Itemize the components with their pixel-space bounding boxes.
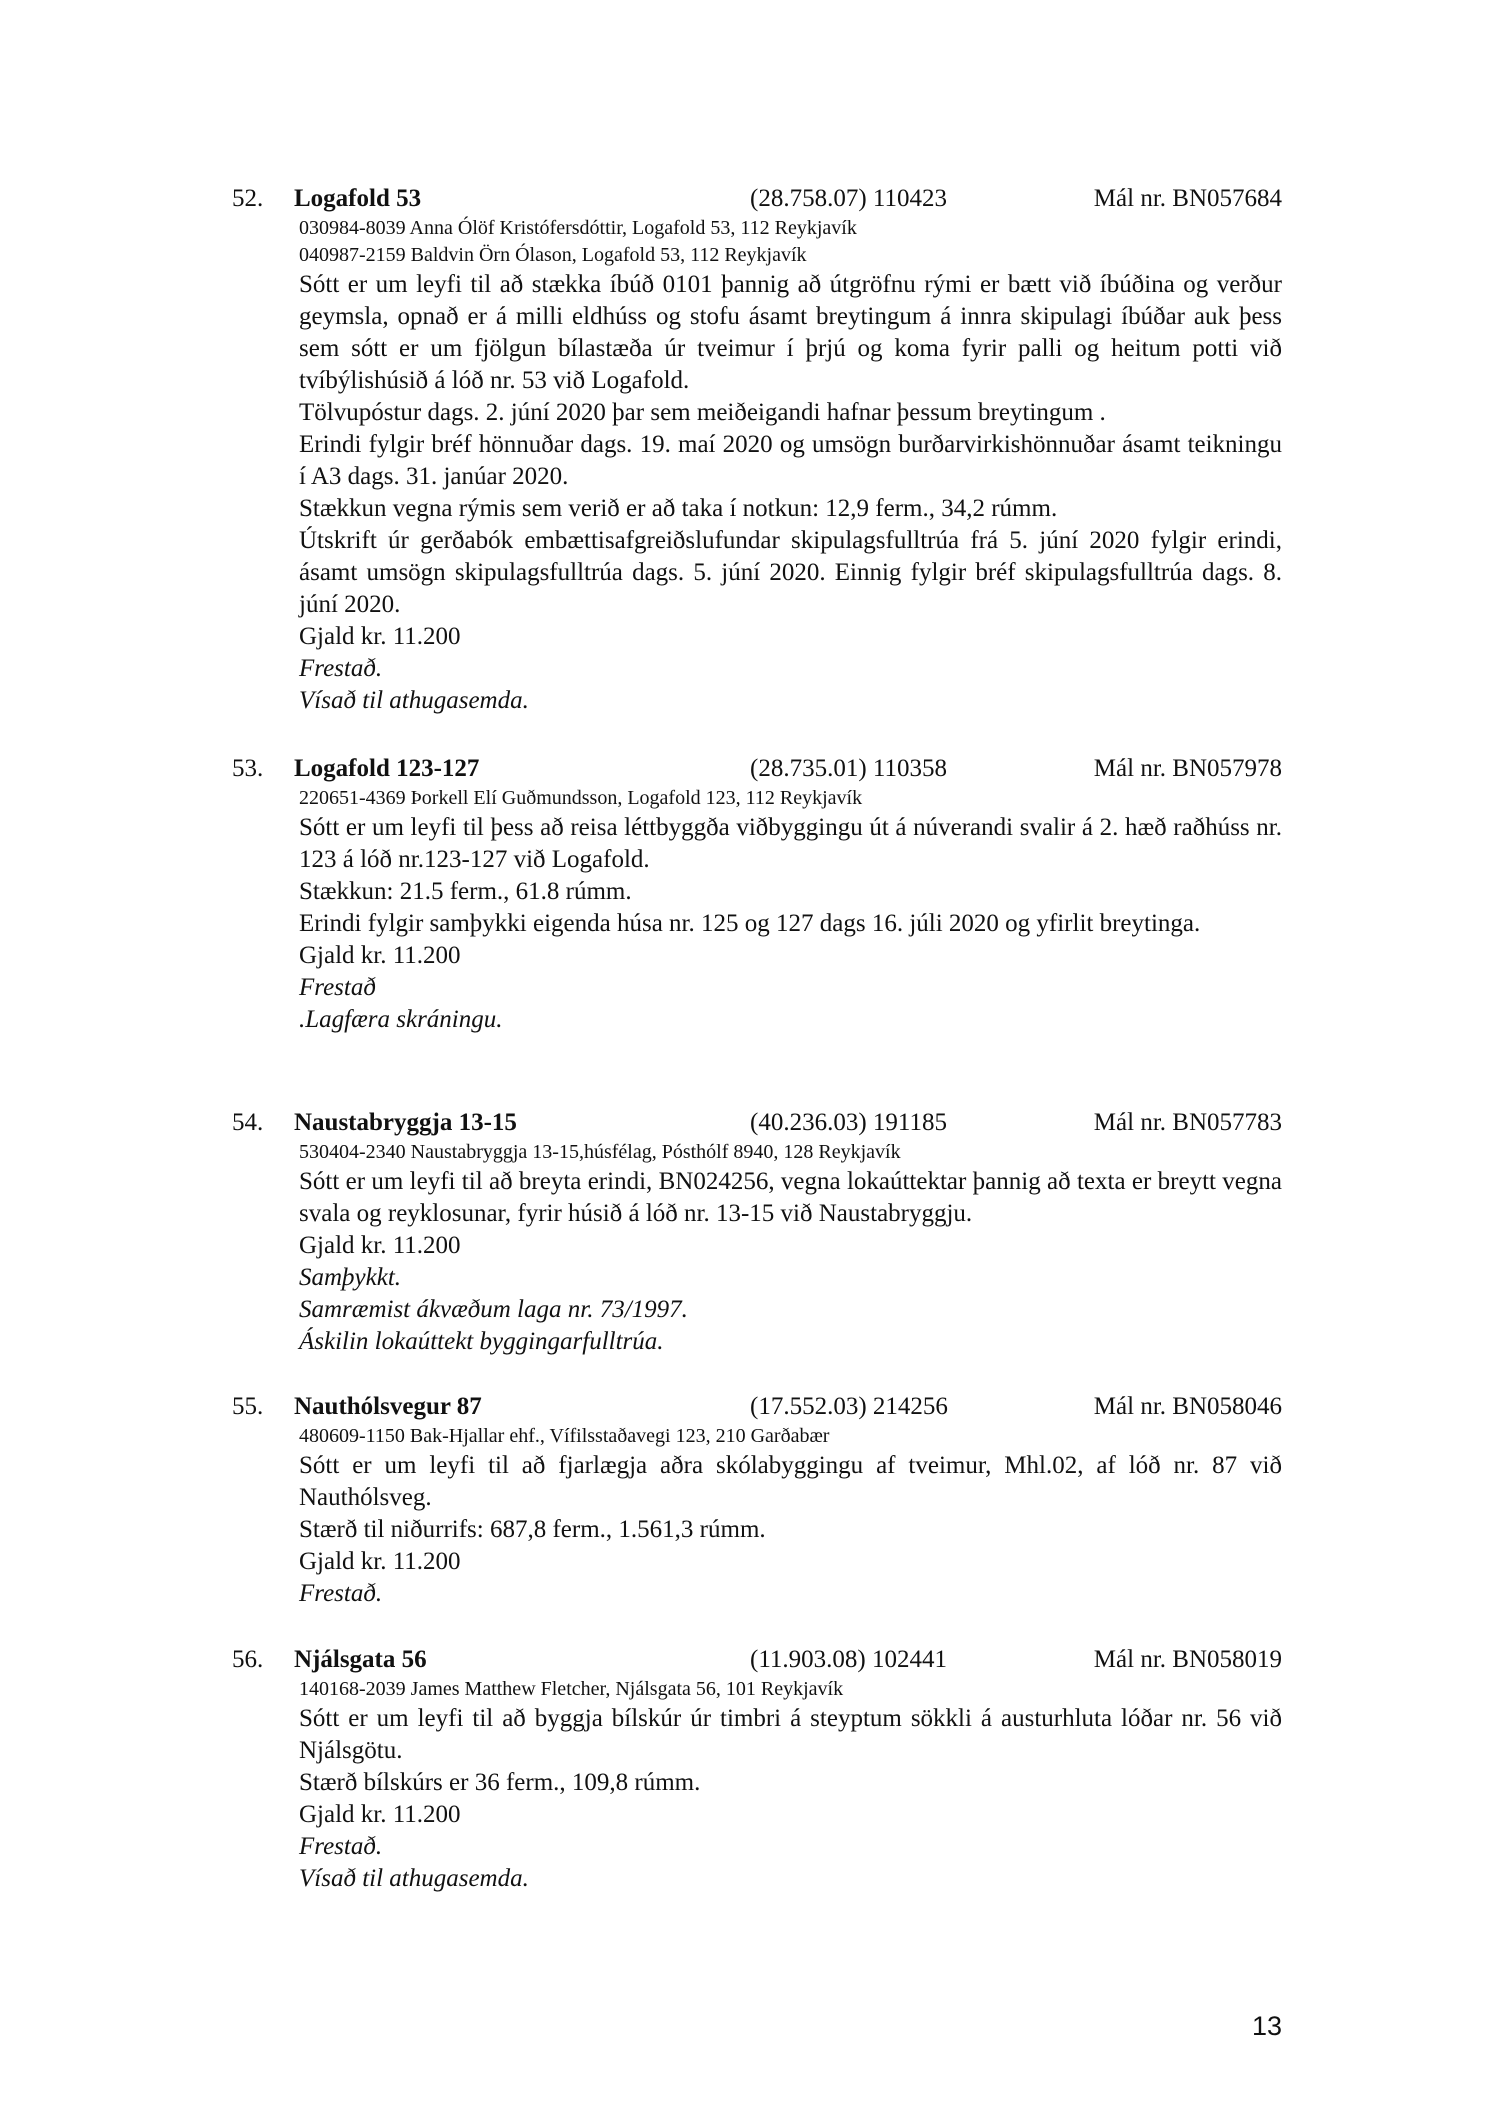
applicant-line: 140168-2039 James Matthew Fletcher, Njálsgata 56, 101 Reykjavík <box>299 1678 844 1700</box>
entry-case-number: Mál nr. BN058019 <box>1093 1646 1282 1673</box>
entry-plot-id: (28.735.01) 110358 <box>750 755 947 782</box>
attachment-note: Erindi fylgir samþykki eigenda húsa nr. 125 og 127 dags 16. júli 2020 og yfirlit breytinga. <box>299 910 1201 937</box>
entry-address: Logafold 123-127 <box>294 755 480 782</box>
applicant-line: 530404-2340 Naustabryggja 13-15,húsfélag, Pósthólf 8940, 128 Reykjavík <box>299 1141 901 1163</box>
entry-case-number: Mál nr. BN057978 <box>1093 755 1282 782</box>
decision-line: Frestað. <box>299 1580 383 1607</box>
applicant-line: 480609-1150 Bak-Hjallar ehf., Vífilsstaðavegi 123, 210 Garðabær <box>299 1425 830 1447</box>
entry-number: 55. <box>232 1393 264 1420</box>
decision-line: Vísað til athugasemda. <box>299 687 529 714</box>
entry-address: Njálsgata 56 <box>294 1646 427 1673</box>
entry-case-number: Mál nr. BN058046 <box>1093 1393 1282 1420</box>
entry-plot-id: (40.236.03) 191185 <box>750 1109 947 1136</box>
entry-address: Logafold 53 <box>294 185 422 212</box>
entry-case-number: Mál nr. BN057783 <box>1093 1109 1282 1136</box>
entry-address: Naustabryggja 13-15 <box>294 1109 517 1136</box>
entry-body <box>299 1676 1282 1895</box>
fee-line: Gjald kr. 11.200 <box>299 1548 461 1575</box>
entry-number: 53. <box>232 755 264 782</box>
description-paragraph: Sótt er um leyfi til þess að reisa léttbyggða viðbyggingu út á núverandi svalir á 2. hæð raðhúss nr. 123 á lóð nr.123-127 við Logafold. <box>299 814 1282 873</box>
description-paragraph: Sótt er um leyfi til að stækka íbúð 0101 þannig að útgröfnu rými er bætt við íbúðina og verður geymsla, opnað er á milli eldhúss og stofu ásamt breytingum á innra skipulagi íbúðar auk þess sem sótt er um fjölgun bílastæða úr tveimur í þrjú og koma fyrir palli og heitum potti við tvíbýlishúsið á lóð nr. 53 við Logafold. <box>299 271 1282 394</box>
entry-plot-id: (28.758.07) 110423 <box>750 185 947 212</box>
case-entry-53 <box>232 752 1282 1036</box>
enlargement-note: Stækkun vegna rýmis sem verið er að taka í notkun: 12,9 ferm., 34,2 rúmm. <box>299 495 1058 522</box>
entry-header <box>232 182 1282 215</box>
fee-line: Gjald kr. 11.200 <box>299 1801 461 1828</box>
entry-plot-id: (11.903.08) 102441 <box>750 1646 947 1673</box>
entry-plot-id: (17.552.03) 214256 <box>750 1393 948 1420</box>
decision-line: Frestað. <box>299 1833 383 1860</box>
entry-header <box>232 1643 1282 1676</box>
entry-body <box>299 1139 1282 1358</box>
entry-number: 52. <box>232 185 264 212</box>
entry-number: 56. <box>232 1646 264 1673</box>
description-paragraph: Sótt er um leyfi til að fjarlægja aðra skólabyggingu af tveimur, Mhl.02, af lóð nr. 87 við Nauthólsveg. <box>299 1452 1282 1511</box>
fee-line: Gjald kr. 11.200 <box>299 623 461 650</box>
applicant-line: 220651-4369 Þorkell Elí Guðmundsson, Logafold 123, 112 Reykjavík <box>299 787 863 809</box>
applicant-line: 030984-8039 Anna Ólöf Kristófersdóttir, Logafold 53, 112 Reykjavík <box>299 217 857 239</box>
entry-header <box>232 752 1282 785</box>
page-number: 13 <box>1251 2011 1282 2041</box>
minutes-note: Útskrift úr gerðabók embættisafgreiðslufundar skipulagsfulltrúa frá 5. júní 2020 fylgir erindi, ásamt umsögn skipulagsfulltrúa dags. 5. júní 2020. Einnig fylgir bréf skipulagsfulltrúa dags. 8. júní 2020. <box>299 527 1282 618</box>
description-paragraph: Sótt er um leyfi til að breyta erindi, BN024256, vegna lokaúttektar þannig að texta er breytt vegna svala og reyklosunar, fyrir húsið á lóð nr. 13-15 við Naustabryggju. <box>299 1168 1282 1227</box>
email-note: Tölvupóstur dags. 2. júní 2020 þar sem meiðeigandi hafnar þessum breytingum . <box>299 399 1106 426</box>
garage-size-note: Stærð bílskúrs er 36 ferm., 109,8 rúmm. <box>299 1769 701 1796</box>
enlargement-note: Stækkun: 21.5 ferm., 61.8 rúmm. <box>299 878 632 905</box>
entry-address: Nauthólsvegur 87 <box>294 1393 482 1420</box>
fee-line: Gjald kr. 11.200 <box>299 942 461 969</box>
decision-line: Samræmist ákvæðum laga nr. 73/1997. <box>299 1296 688 1323</box>
entry-body <box>299 215 1282 717</box>
decision-line: Samþykkt. <box>299 1264 402 1291</box>
entry-case-number: Mál nr. BN057684 <box>1093 185 1282 212</box>
entry-number: 54. <box>232 1109 264 1136</box>
decision-line: Áskilin lokaúttekt byggingarfulltrúa. <box>299 1328 664 1355</box>
case-entry-54 <box>232 1106 1282 1358</box>
decision-line: .Lagfæra skráningu. <box>299 1006 503 1033</box>
attachment-note: Erindi fylgir bréf hönnuðar dags. 19. maí 2020 og umsögn burðarvirkishönnuðar ásamt teikningu í A3 dags. 31. janúar 2020. <box>299 431 1282 490</box>
applicant-line: 040987-2159 Baldvin Örn Ólason, Logafold 53, 112 Reykjavík <box>299 244 807 266</box>
decision-line: Frestað <box>299 974 376 1001</box>
fee-line: Gjald kr. 11.200 <box>299 1232 461 1259</box>
case-entry-55 <box>232 1390 1282 1610</box>
demolition-size-note: Stærð til niðurrifs: 687,8 ferm., 1.561,3 rúmm. <box>299 1516 766 1543</box>
entry-body <box>299 785 1282 1036</box>
decision-line: Frestað. <box>299 655 383 682</box>
description-paragraph: Sótt er um leyfi til að byggja bílskúr úr timbri á steyptum sökkli á austurhluta lóðar nr. 56 við Njálsgötu. <box>299 1705 1282 1764</box>
case-entry-52 <box>232 182 1282 717</box>
decision-line: Vísað til athugasemda. <box>299 1865 529 1892</box>
entry-header <box>232 1390 1282 1423</box>
entry-body <box>299 1423 1282 1610</box>
case-entry-56 <box>232 1643 1282 1895</box>
entry-header <box>232 1106 1282 1139</box>
